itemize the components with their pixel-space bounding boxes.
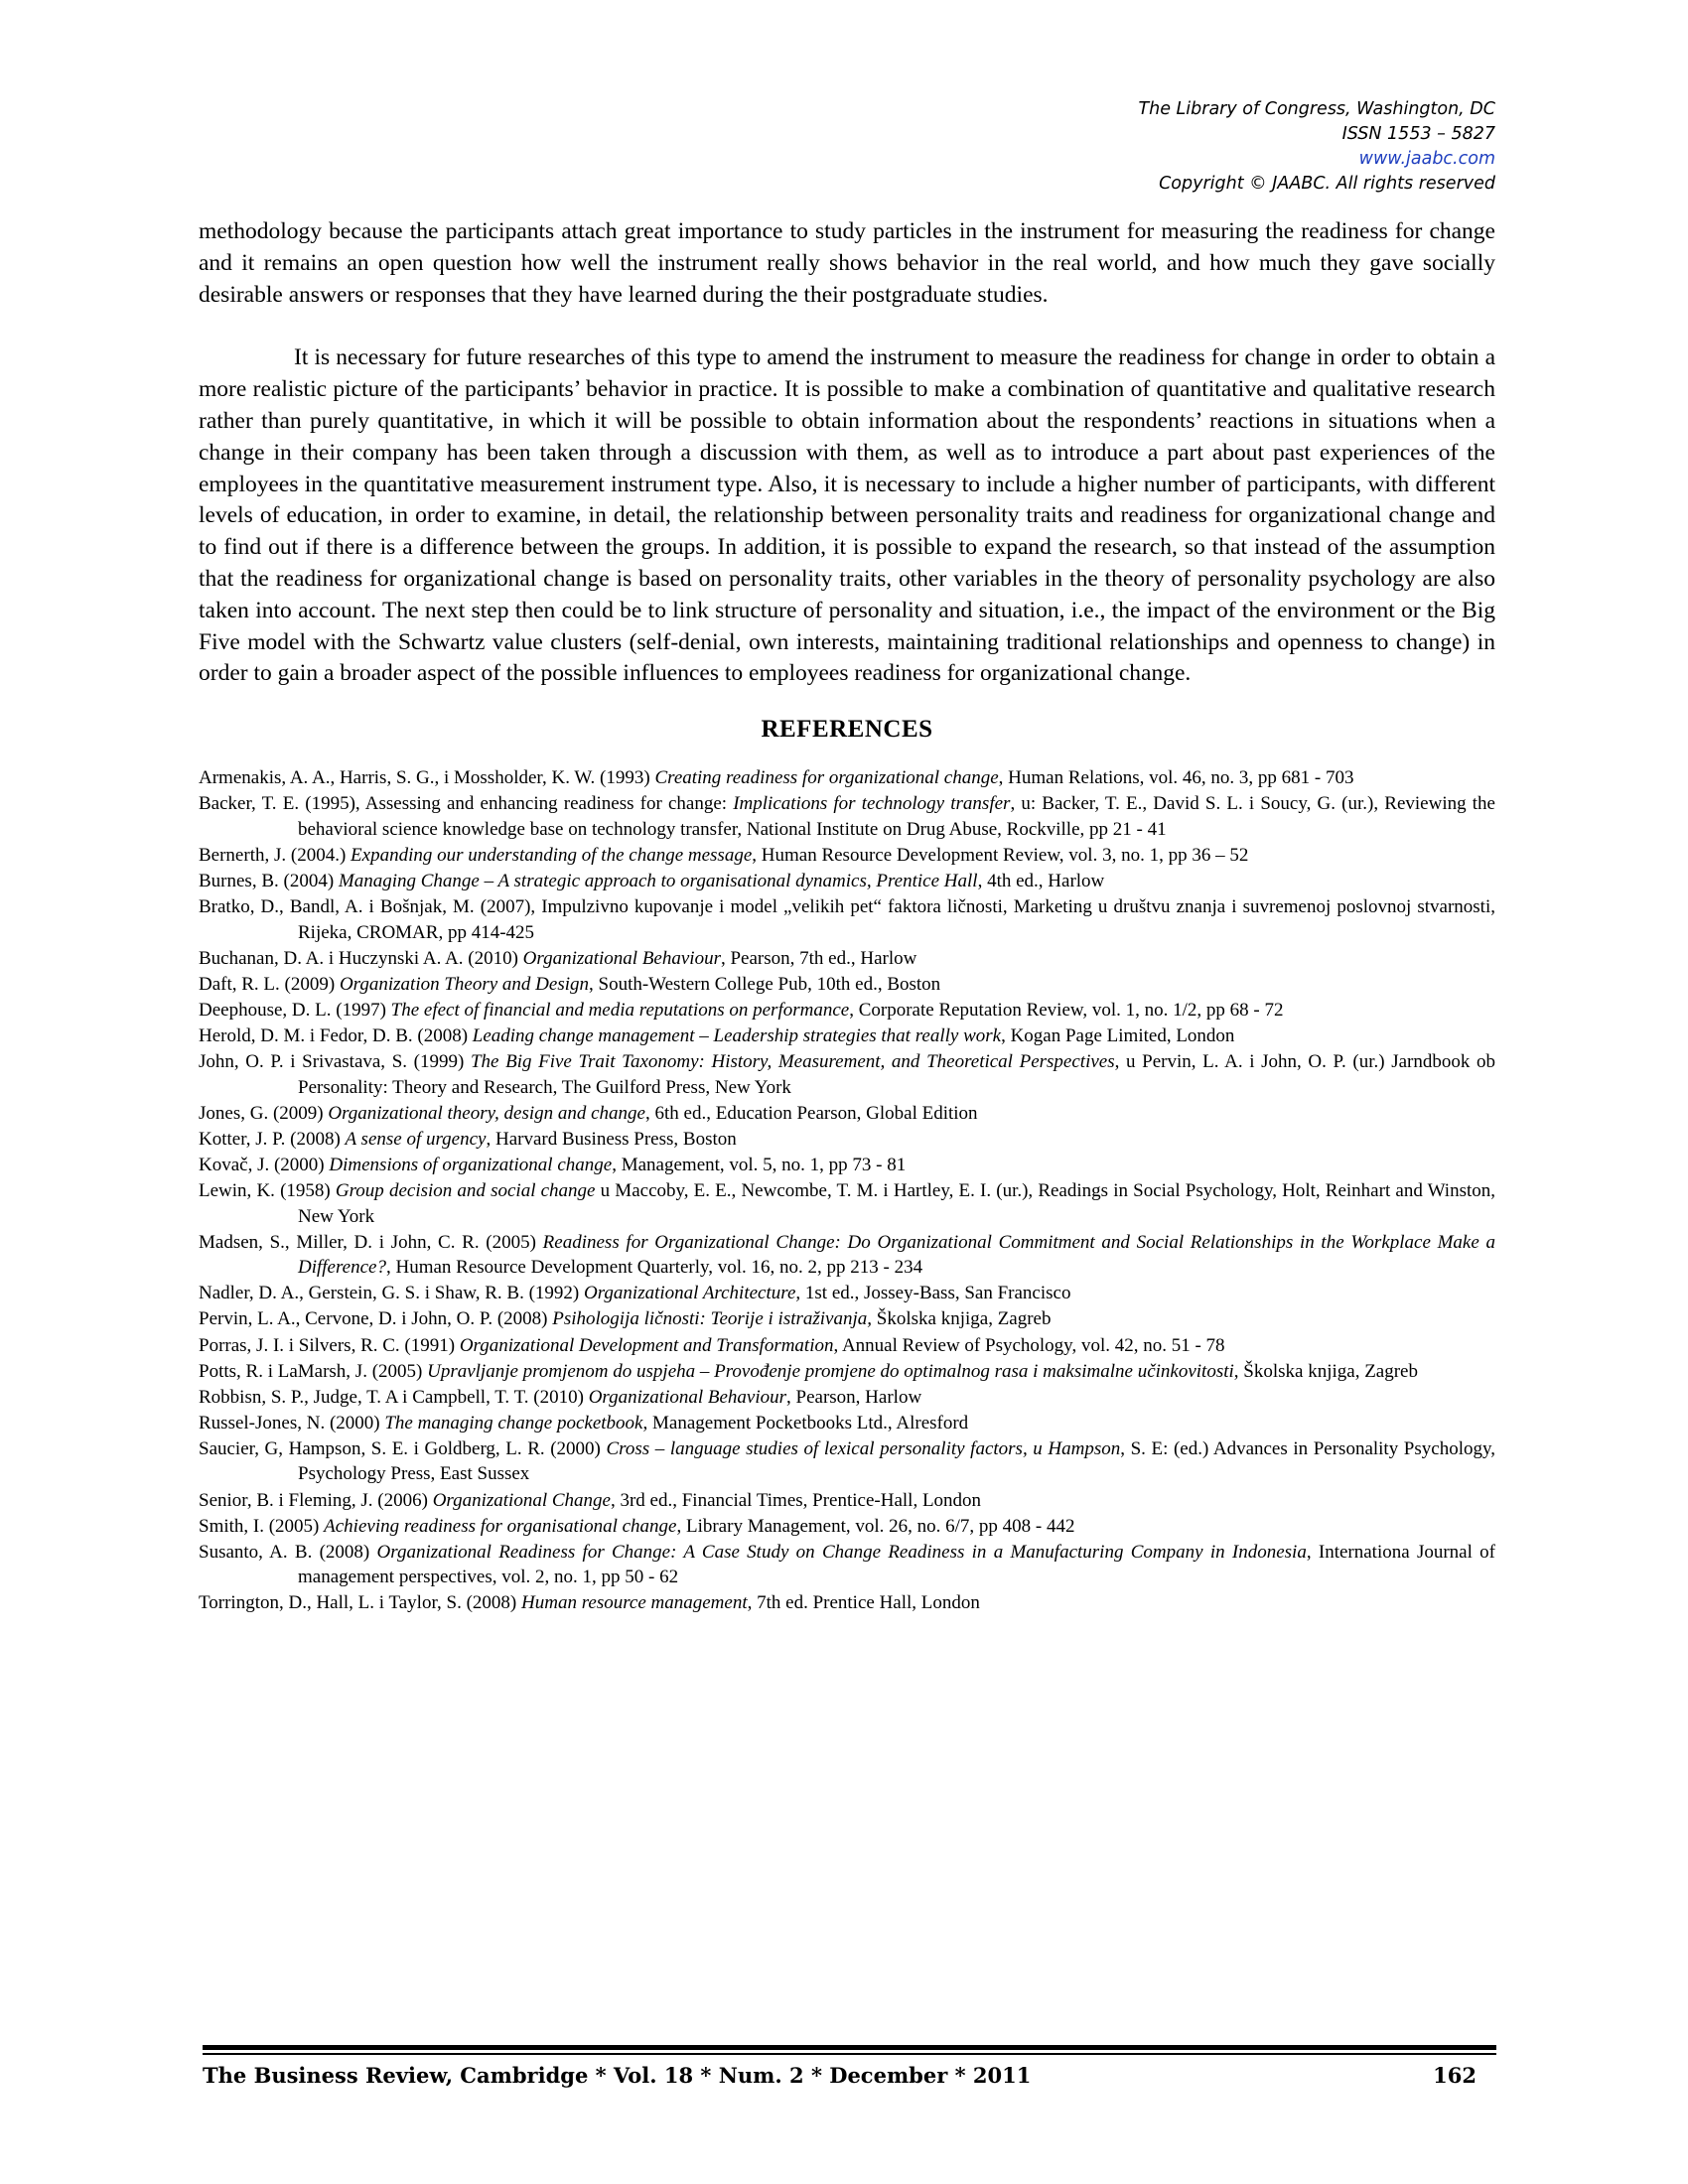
footer-journal-info: The Business Review, Cambridge * Vol. 18 * Num. 2 * December * 2011 bbox=[203, 2063, 1032, 2088]
reference-item: John, O. P. i Srivastava, S. (1999) The Big Five Trait Taxonomy: History, Measurement, and Theoretical Perspectives, u Pervin, L. A. i John, O. P. (ur.) Jarndbook ob Personality: Theory and Research, The Guilford Press, New York bbox=[199, 1050, 1495, 1098]
reference-item: Russel-Jones, N. (2000) The managing change pocketbook, Management Pocketbooks Ltd., Alresford bbox=[199, 1412, 969, 1433]
reference-item: Daft, R. L. (2009) Organization Theory and Design, South-Western College Pub, 10th ed., Boston bbox=[199, 973, 941, 995]
references-heading: REFERENCES bbox=[761, 716, 933, 744]
reference-item: Pervin, L. A., Cervone, D. i John, O. P. (2008) Psihologija ličnosti: Teorije i istraživanja, Školska knjiga, Zagreb bbox=[199, 1308, 1052, 1330]
journal-header bbox=[800, 97, 1495, 197]
reference-item: Madsen, S., Miller, D. i John, C. R. (2005) Readiness for Organizational Change: Do Organizational Commitment and Social Relationships in the Workplace Make a Difference?, Human Resource Development Quarterly, vol. 16, no. 2, pp 213 - 234 bbox=[199, 1231, 1495, 1279]
reference-item: Nadler, D. A., Gerstein, G. S. i Shaw, R. B. (1992) Organizational Architecture, 1st ed., Jossey-Bass, San Francisco bbox=[199, 1283, 1071, 1304]
header-library: The Library of Congress, Washington, DC bbox=[1138, 99, 1495, 119]
body-paragraph-1: methodology because the participants attach great importance to study particles in the instrument for measuring the readiness for change and it remains an open question how well the instrument really shows behavior in the real world, and how much they gave socially desirable answers or responses that they have learned during the their postgraduate studies. bbox=[199, 218, 1495, 308]
reference-item: Senior, B. i Fleming, J. (2006) Organizational Change, 3rd ed., Financial Times, Prentice-Hall, London bbox=[199, 1489, 982, 1511]
reference-item: Susanto, A. B. (2008) Organizational Readiness for Change: A Case Study on Change Readiness in a Manufacturing Company in Indonesia, Internationa Journal of management perspectives, vol. 2, no. 1, pp 50 - 62 bbox=[199, 1541, 1495, 1588]
reference-item: Bernerth, J. (2004.) Expanding our understanding of the change message, Human Resource Development Review, vol. 3, no. 1, pp 36 – 52 bbox=[199, 844, 1249, 866]
footer-thin-rule bbox=[203, 2053, 1496, 2055]
reference-item: Backer, T. E. (1995), Assessing and enhancing readiness for change: Implications for technology transfer, u: Backer, T. E., David S. L. i Soucy, G. (ur.), Reviewing the behavioral science knowledge base on technology transfer, National Institute on Drug Abuse, Rockville, pp 21 - 41 bbox=[199, 793, 1495, 840]
reference-item: Armenakis, A. A., Harris, S. G., i Mossholder, K. W. (1993) Creating readiness for organizational change, Human Relations, vol. 46, no. 3, pp 681 - 703 bbox=[199, 766, 1354, 788]
reference-item: Kotter, J. P. (2008) A sense of urgency, Harvard Business Press, Boston bbox=[199, 1128, 737, 1150]
reference-item: Buchanan, D. A. i Huczynski A. A. (2010) Organizational Behaviour, Pearson, 7th ed., Harlow bbox=[199, 947, 917, 969]
reference-item: Robbisn, S. P., Judge, T. A i Campbell, T. T. (2010) Organizational Behaviour, Pearson, Harlow bbox=[199, 1386, 922, 1408]
footer-thick-rule bbox=[203, 2045, 1496, 2050]
body-paragraph-2: It is necessary for future researches of this type to amend the instrument to measure the readiness for change in order to obtain a more realistic picture of the participants’ behavior in practice. It is possible to make a combination of quantitative and qualitative research rather than purely quantitative, in which it will be possible to obtain information about the respondents’ reactions in situations when a change in their company has been taken through a discussion with them, as well as to introduce a part about past experiences of the employees in the quantitative measurement instrument type. Also, it is necessary to include a higher number of participants, with different levels of education, in order to examine, in detail, the relationship between personality traits and readiness for organizational change and to find out if there is a difference between the groups. In addition, it is possible to expand the research, so that instead of the assumption that the readiness for organizational change is based on personality traits, other variables in the theory of personality psychology are also taken into account. The next step then could be to link structure of personality and situation, i.e., the impact of the environment or the Big Five model with the Schwartz value clusters (self-denial, own interests, maintaining traditional relationships and openness to change) in order to gain a broader aspect of the possible influences to employees readiness for organizational change. bbox=[199, 344, 1495, 687]
page-content bbox=[199, 216, 1495, 1616]
reference-item: Kovač, J. (2000) Dimensions of organizational change, Management, vol. 5, no. 1, pp 73 - 81 bbox=[199, 1154, 907, 1175]
reference-item: Potts, R. i LaMarsh, J. (2005) Upravljanje promjenom do uspjeha – Provođenje promjene do optimalnog rasa i maksimalne učinkovitosti, Školska knjiga, Zagreb bbox=[199, 1360, 1418, 1382]
page-footer bbox=[203, 2063, 1477, 2088]
reference-item: Burnes, B. (2004) Managing Change – A strategic approach to organisational dynamics, Prentice Hall, 4th ed., Harlow bbox=[199, 870, 1105, 891]
reference-item: Lewin, K. (1958) Group decision and social change u Maccoby, E. E., Newcombe, T. M. i Hartley, E. I. (ur.), Readings in Social Psychology, Holt, Reinhart and Winston, New York bbox=[199, 1179, 1495, 1227]
reference-item: Jones, G. (2009) Organizational theory, design and change, 6th ed., Education Pearson, Global Edition bbox=[199, 1102, 978, 1124]
references-list bbox=[199, 765, 1495, 1616]
header-issn: ISSN 1553 – 5827 bbox=[1341, 124, 1495, 144]
reference-item: Bratko, D., Bandl, A. i Bošnjak, M. (2007), Impulzivno kupovanje i model „velikih pet“ faktora ličnosti, Marketing u društvu znanja i suvremenoj poslovnoj stvarnosti, Rijeka, CROMAR, pp 414-425 bbox=[199, 895, 1495, 943]
reference-item: Torrington, D., Hall, L. i Taylor, S. (2008) Human resource management, 7th ed. Prentice Hall, London bbox=[199, 1592, 980, 1614]
reference-item: Porras, J. I. i Silvers, R. C. (1991) Organizational Development and Transformation, Annual Review of Psychology, vol. 42, no. 51 - 78 bbox=[199, 1334, 1225, 1356]
header-website-link[interactable]: www.jaabc.com bbox=[1358, 149, 1495, 169]
reference-item: Saucier, G, Hampson, S. E. i Goldberg, L. R. (2000) Cross – language studies of lexical personality factors, u Hampson, S. E: (ed.) Advances in Personality Psychology, Psychology Press, East Sussex bbox=[199, 1437, 1495, 1485]
header-copyright: Copyright © JAABC. All rights reserved bbox=[1159, 174, 1495, 194]
reference-item: Herold, D. M. i Fedor, D. B. (2008) Leading change management – Leadership strategies that really work, Kogan Page Limited, London bbox=[199, 1024, 1235, 1046]
page-number: 162 bbox=[1433, 2063, 1477, 2088]
reference-item: Deephouse, D. L. (1997) The efect of financial and media reputations on performance, Corporate Reputation Review, vol. 1, no. 1/2, pp 68 - 72 bbox=[199, 999, 1284, 1021]
reference-item: Smith, I. (2005) Achieving readiness for organisational change, Library Management, vol. 26, no. 6/7, pp 408 - 442 bbox=[199, 1515, 1075, 1537]
